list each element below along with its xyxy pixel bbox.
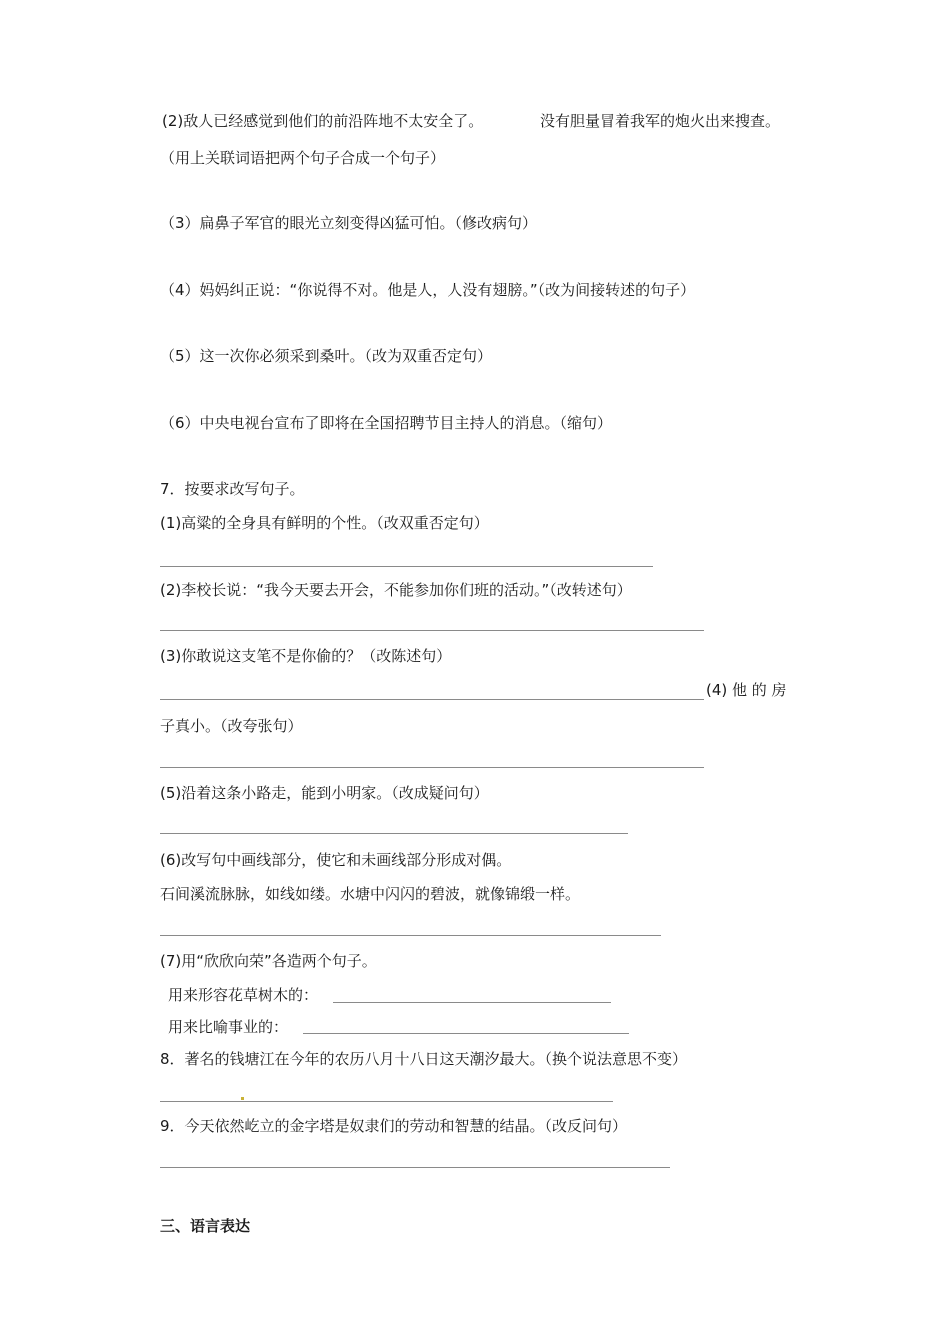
question-7-2: (2)李校长说：“我今天要去开会，不能参加你们班的活动。”（改转述句）	[160, 581, 632, 599]
question-7-6: (6)改写句中画线部分，使它和未画线部分形成对偶。	[160, 851, 512, 869]
question-6-2-instruction: （用上关联词语把两个句子合成一个句子）	[160, 149, 446, 167]
question-9: 9．今天依然屹立的金字塔是奴隶们的劳动和智慧的结晶。（改反问句）	[160, 1117, 628, 1135]
question-6-2-part1: (2)敌人已经感觉到他们的前沿阵地不太安全了。	[162, 112, 484, 130]
question-7-heading: 7．按要求改写句子。	[160, 480, 305, 498]
question-6-4: （4）妈妈纠正说：“你说得不对。他是人，人没有翅膀。”（改为间接转述的句子）	[160, 281, 696, 299]
answer-line-7-4[interactable]	[160, 767, 704, 768]
answer-line-7-1[interactable]	[160, 566, 653, 567]
question-6-6: （6）中央电视台宣布了即将在全国招聘节目主持人的消息。（缩句）	[160, 414, 613, 432]
answer-line-7-5[interactable]	[160, 833, 628, 834]
question-7-7: (7)用“欣欣向荣”各造两个句子。	[160, 952, 377, 970]
question-6-2-part2: 没有胆量冒着我军的炮火出来搜查。	[540, 112, 781, 130]
answer-line-8[interactable]	[160, 1101, 613, 1102]
answer-line-7-3[interactable]	[160, 699, 704, 700]
stray-mark	[241, 1097, 244, 1100]
answer-line-7-2[interactable]	[160, 630, 704, 631]
answer-line-7-6[interactable]	[160, 935, 661, 936]
section-heading-3: 三、语言表达	[160, 1217, 251, 1235]
answer-line-7-7a[interactable]	[333, 1002, 611, 1003]
question-6-3: （3）扁鼻子军官的眼光立刻变得凶猛可怕。（修改病句）	[160, 214, 538, 232]
question-7-6-sentence: 石间溪流脉脉，如线如缕。水塘中闪闪的碧波，就像锦缎一样。	[160, 885, 581, 903]
question-7-7-prompt-a: 用来形容花草树木的：	[168, 986, 319, 1004]
question-6-5: （5）这一次你必须采到桑叶。（改为双重否定句）	[160, 347, 493, 365]
question-7-1: (1)高粱的全身具有鲜明的个性。（改双重否定句）	[160, 514, 489, 532]
question-8: 8．著名的钱塘江在今年的农历八月十八日这天潮汐最大。（换个说法意思不变）	[160, 1050, 688, 1068]
question-7-5: (5)沿着这条小路走，能到小明家。（改成疑问句）	[160, 784, 489, 802]
question-7-4-part1: (4) 他 的 房	[706, 681, 787, 699]
answer-line-9[interactable]	[160, 1167, 670, 1168]
question-7-4-part2: 子真小。（改夸张句）	[160, 717, 303, 735]
answer-line-7-7b[interactable]	[303, 1033, 629, 1034]
question-7-3: (3)你敢说这支笔不是你偷的？（改陈述句）	[160, 647, 452, 665]
question-7-7-prompt-b: 用来比喻事业的：	[168, 1018, 289, 1036]
